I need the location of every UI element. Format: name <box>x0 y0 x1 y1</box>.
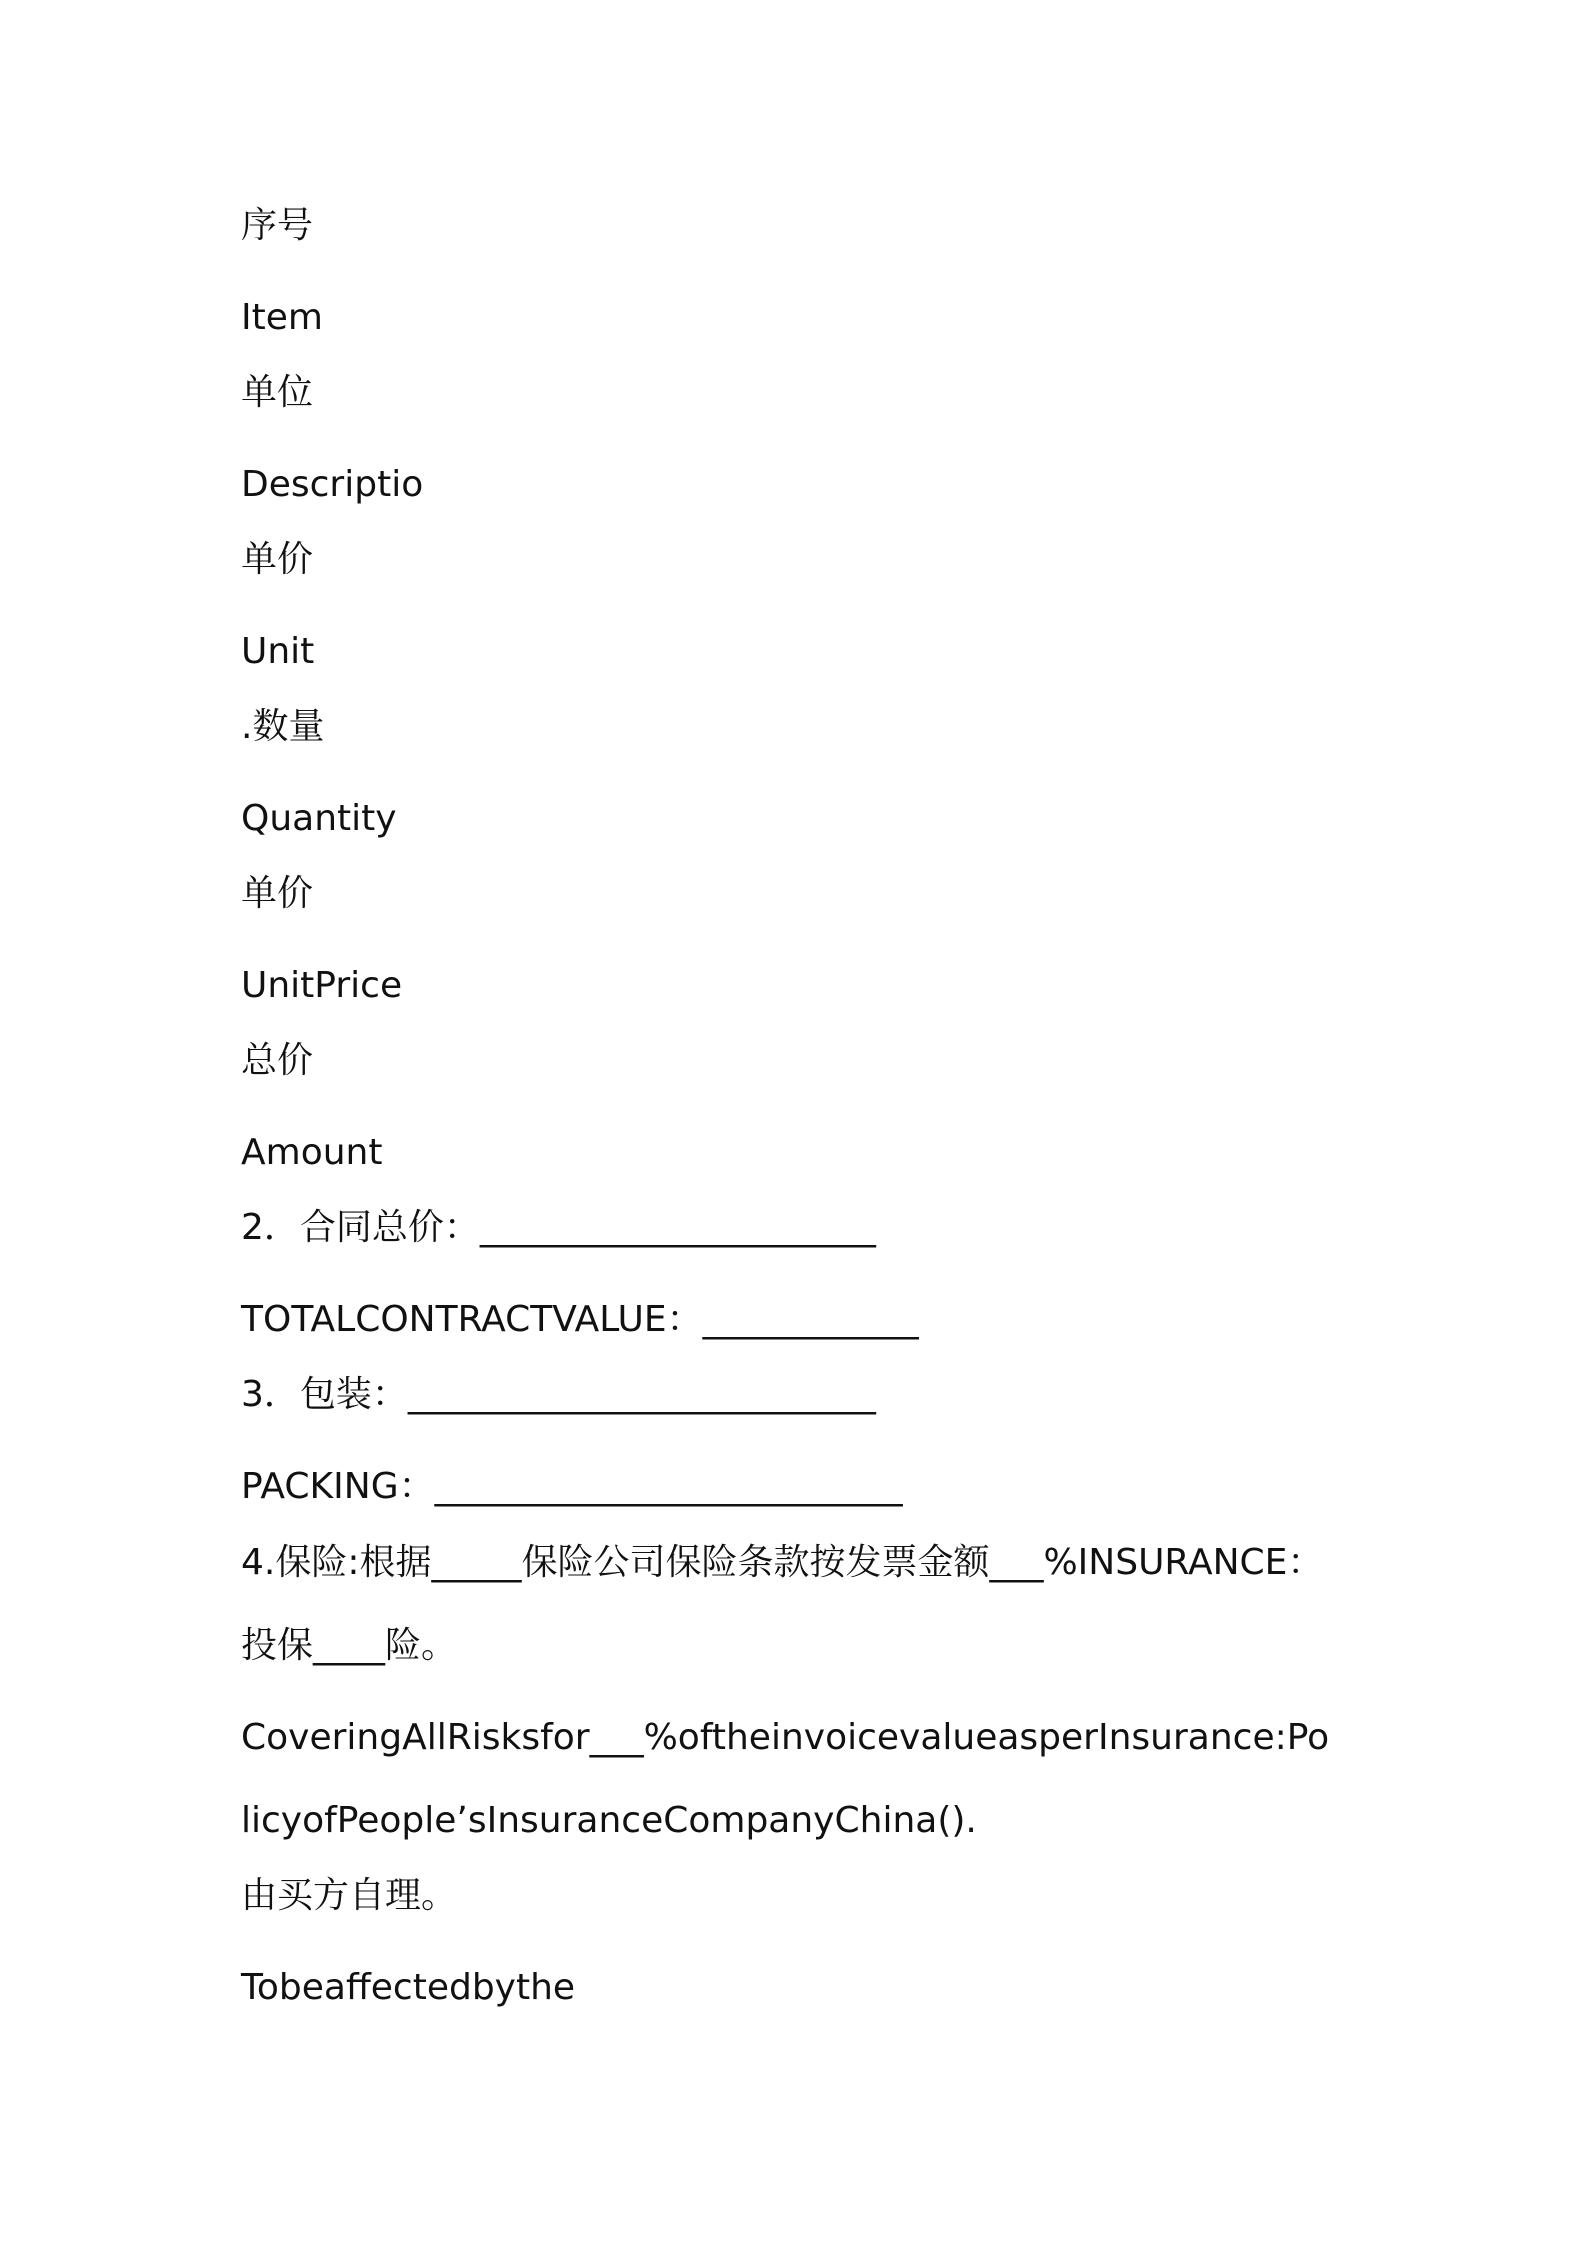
header-serial-number-cn: 序号 <box>241 205 314 246</box>
clause-insurance-en: CoveringAllRisksfor___%oftheinvoicevalueasperInsurance:Po <box>241 1717 1330 1758</box>
header-item-en: Item <box>241 297 323 338</box>
header-unit-price-en: UnitPrice <box>241 965 403 1006</box>
clause-affected-by-en: Tobeaffectedbythe <box>241 1967 576 2008</box>
header-total-cn: 总价 <box>241 1040 314 1081</box>
header-unit-price-cn: 单价 <box>241 539 314 580</box>
header-unit-en: Unit <box>241 631 315 672</box>
clause-insurance-en-cont: licyofPeople’sInsuranceCompanyChina(). <box>241 1800 977 1841</box>
clause-total-contract-value-cn: 2．合同总价：______________________ <box>241 1207 876 1248</box>
header-quantity-cn: .数量 <box>241 706 325 747</box>
clause-packing-cn: 3．包装：__________________________ <box>241 1374 876 1415</box>
clause-packing-en: PACKING：__________________________ <box>241 1466 903 1507</box>
header-unit-cn: 单位 <box>241 372 314 413</box>
header-amount-en: Amount <box>241 1132 383 1173</box>
clause-buyer-arrange-cn: 由买方自理。 <box>241 1875 458 1916</box>
header-unit-price-cn-2: 单价 <box>241 873 314 914</box>
clause-insurance-cn-cont: 投保____险。 <box>241 1625 458 1666</box>
header-description-en: Descriptio <box>241 464 424 505</box>
header-quantity-en: Quantity <box>241 798 397 839</box>
clause-total-contract-value-en: TOTALCONTRACTVALUE：____________ <box>241 1299 919 1340</box>
clause-insurance-cn: 4.保险:根据_____保险公司保险条款按发票金额___%INSURANCE： <box>241 1542 1324 1583</box>
